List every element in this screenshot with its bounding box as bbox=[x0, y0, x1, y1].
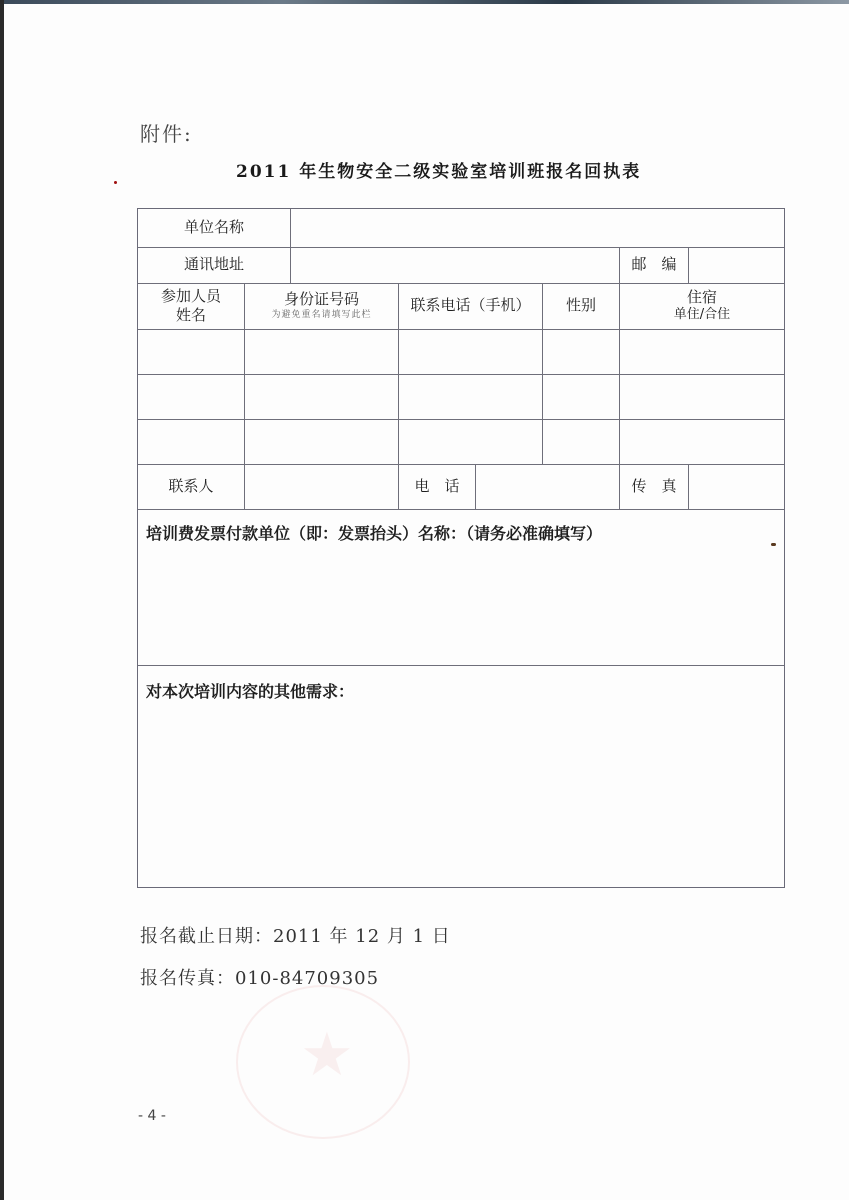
lodging-label: 住宿 bbox=[686, 287, 717, 306]
participant-1-name-field[interactable] bbox=[138, 330, 244, 374]
participant-1-id-field[interactable] bbox=[245, 330, 398, 374]
participant-3-name-field[interactable] bbox=[138, 420, 244, 464]
id-number-hint: 为避免重名请填写此栏 bbox=[271, 309, 372, 320]
participant-2-name-field[interactable] bbox=[138, 375, 244, 419]
org-name-field[interactable] bbox=[291, 209, 784, 247]
participant-name-header bbox=[138, 283, 244, 329]
participant-2-id-field[interactable] bbox=[245, 375, 398, 419]
telephone-field[interactable] bbox=[476, 465, 619, 509]
invoice-title-field[interactable] bbox=[138, 549, 784, 663]
participant-name-header-line2: 姓名 bbox=[175, 306, 206, 324]
participant-2-gender-field[interactable] bbox=[543, 375, 619, 419]
participant-1-lodging-field[interactable] bbox=[620, 330, 784, 374]
participant-3-gender-field[interactable] bbox=[543, 420, 619, 464]
scan-top-edge bbox=[0, 0, 849, 4]
other-needs-field[interactable] bbox=[138, 707, 784, 885]
lodging-options: 单住/合住 bbox=[673, 307, 731, 323]
participant-2-lodging-field[interactable] bbox=[620, 375, 784, 419]
scan-left-edge bbox=[0, 0, 4, 1200]
id-number-label: 身份证号码 bbox=[283, 290, 359, 309]
org-name-label: 单位名称 bbox=[183, 218, 244, 237]
page-number: - 4 - bbox=[138, 1108, 166, 1124]
scan-speck bbox=[114, 181, 117, 184]
contact-person-label: 联系人 bbox=[168, 477, 214, 496]
invoice-title-label: 培训费发票付款单位（即：发票抬头）名称：（请务必准确填写） bbox=[146, 524, 603, 543]
id-number-header bbox=[245, 283, 398, 329]
postcode-field[interactable] bbox=[689, 247, 784, 283]
participant-2-phone-field[interactable] bbox=[399, 375, 542, 419]
registration-fax: 报名传真：010-84709305 bbox=[140, 968, 380, 989]
lodging-header bbox=[620, 283, 784, 329]
form-title: 2011 年生物安全二级实验室培训班报名回执表 bbox=[236, 162, 642, 182]
registration-form bbox=[137, 208, 785, 888]
mobile-phone-header: 联系电话（手机） bbox=[410, 296, 531, 315]
participant-1-gender-field[interactable] bbox=[543, 330, 619, 374]
gender-header: 性别 bbox=[565, 296, 596, 315]
attachment-label: 附件: bbox=[140, 122, 193, 146]
participant-3-phone-field[interactable] bbox=[399, 420, 542, 464]
registration-deadline: 报名截止日期：2011 年 12 月 1 日 bbox=[140, 926, 451, 947]
participant-3-id-field[interactable] bbox=[245, 420, 398, 464]
participant-3-lodging-field[interactable] bbox=[620, 420, 784, 464]
address-label: 通讯地址 bbox=[183, 255, 244, 274]
postcode-label: 邮 编 bbox=[631, 255, 677, 274]
fax-field[interactable] bbox=[689, 465, 784, 509]
seal-star-icon: ★ bbox=[300, 1020, 354, 1090]
contact-person-field[interactable] bbox=[245, 465, 398, 509]
participant-1-phone-field[interactable] bbox=[399, 330, 542, 374]
telephone-label: 电 话 bbox=[414, 477, 460, 496]
fax-label: 传 真 bbox=[631, 477, 677, 496]
other-needs-label: 对本次培训内容的其他需求： bbox=[146, 682, 355, 701]
scan-speck bbox=[771, 543, 776, 546]
address-field[interactable] bbox=[291, 247, 619, 283]
participant-name-header-line1: 参加人员 bbox=[160, 286, 221, 305]
